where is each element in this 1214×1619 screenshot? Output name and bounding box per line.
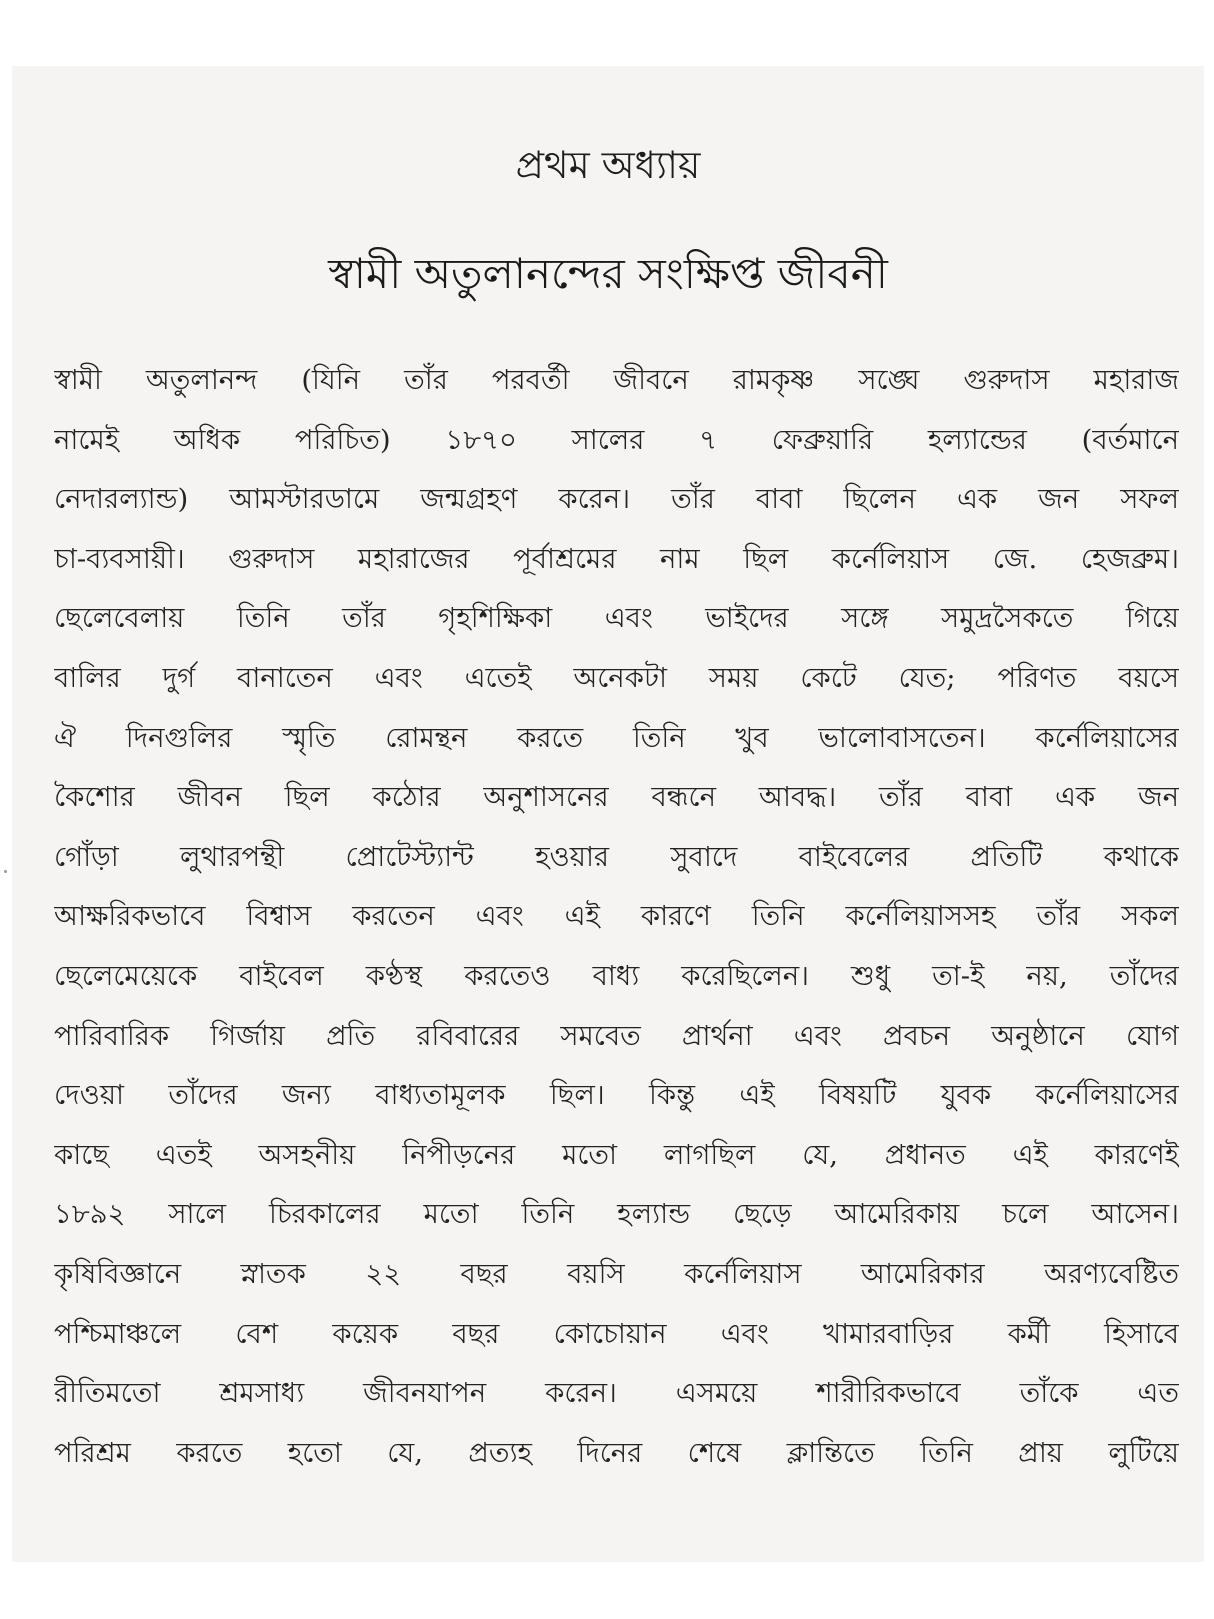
text-line: ছেলেমেয়েকে বাইবেল কণ্ঠস্থ করতেও বাধ্য করেছিলেন। শুধু তা-ই নয়, তাঁদের	[54, 959, 1179, 992]
text-line: দেওয়া তাঁদের জন্য বাধ্যতামূলক ছিল। কিন্তু এই বিষয়টি যুবক কর্নেলিয়াসের	[54, 1079, 1179, 1112]
text-line: নামেই অধিক পরিচিত) ১৮৭০ সালের ৭ ফেব্রুয়ারি হল্যান্ডের (বর্তমানে	[54, 423, 1179, 456]
book-page	[12, 66, 1204, 1562]
text-line: রীতিমতো শ্রমসাধ্য জীবনযাপন করেন। এসময়ে শারীরিকভাবে তাঁকে এত	[54, 1377, 1179, 1410]
text-line: চা-ব্যবসায়ী। গুরুদাস মহারাজের পূর্বাশ্রমের নাম ছিল কর্নেলিয়াস জে. হেজব্রুম।	[54, 542, 1179, 575]
text-line: ছেলেবেলায় তিনি তাঁর গৃহশিক্ষিকা এবং ভাইদের সঙ্গে সমুদ্রসৈকতে গিয়ে	[54, 602, 1179, 635]
chapter-label: প্রথম অধ্যায়	[515, 143, 701, 187]
text-line: গোঁড়া লুথারপন্থী প্রোটেস্ট্যান্ট হওয়ার সুবাদে বাইবেলের প্রতিটি কথাকে	[54, 840, 1179, 873]
scan-speck	[4, 870, 7, 873]
text-line: কাছে এতই অসহনীয় নিপীড়নের মতো লাগছিল যে, প্রধানত এই কারণেই	[54, 1138, 1179, 1171]
text-line: পারিবারিক গির্জায় প্রতি রবিবারের সমবেত প্রার্থনা এবং প্রবচন অনুষ্ঠানে যোগ	[54, 1019, 1179, 1052]
text-line: ১৮৯২ সালে চিরকালের মতো তিনি হল্যান্ড ছেড়ে আমেরিকায় চলে আসেন।	[54, 1198, 1179, 1231]
text-line: কৃষিবিজ্ঞানে স্নাতক ২২ বছর বয়সি কর্নেলিয়াস আমেরিকার অরণ্যবেষ্টিত	[54, 1257, 1179, 1290]
text-line: পরিশ্রম করতে হতো যে, প্রত্যহ দিনের শেষে ক্লান্তিতে তিনি প্রায় লুটিয়ে	[54, 1436, 1179, 1469]
chapter-title: স্বামী অতুলানন্দের সংক্ষিপ্ত জীবনী	[328, 249, 888, 298]
body-paragraph	[54, 351, 1179, 1483]
text-line: বালির দুর্গ বানাতেন এবং এতেই অনেকটা সময় কেটে যেত; পরিণত বয়সে	[54, 661, 1179, 694]
text-line: কৈশোর জীবন ছিল কঠোর অনুশাসনের বন্ধনে আবদ্ধ। তাঁর বাবা এক জন	[54, 781, 1179, 814]
text-line: ঐ দিনগুলির স্মৃতি রোমন্থন করতে তিনি খুব ভালোবাসতেন। কর্নেলিয়াসের	[54, 721, 1179, 754]
text-line: নেদারল্যান্ড) আমস্টারডামে জন্মগ্রহণ করেন। তাঁর বাবা ছিলেন এক জন সফল	[54, 483, 1179, 516]
text-line: পশ্চিমাঞ্চলে বেশ কয়েক বছর কোচোয়ান এবং খামারবাড়ির কর্মী হিসাবে	[54, 1317, 1179, 1350]
text-line: স্বামী অতুলানন্দ (যিনি তাঁর পরবর্তী জীবনে রামকৃষ্ণ সঙ্ঘে গুরুদাস মহারাজ	[54, 364, 1179, 396]
text-line: আক্ষরিকভাবে বিশ্বাস করতেন এবং এই কারণে তিনি কর্নেলিয়াসসহ তাঁর সকল	[54, 900, 1179, 933]
